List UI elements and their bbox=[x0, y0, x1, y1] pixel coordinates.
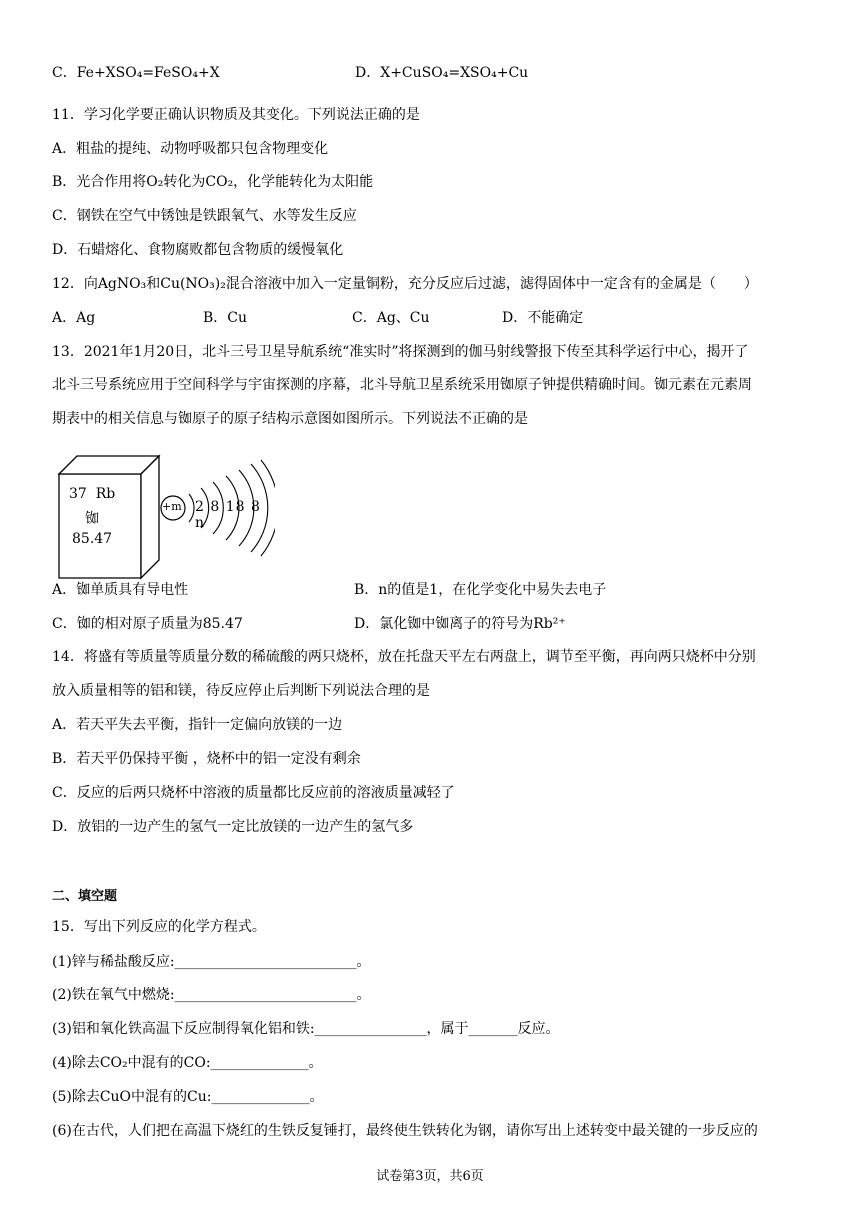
q15-part4: (4)除去CO₂中混有的CO:______________。 bbox=[52, 1055, 323, 1071]
q12-stem: 12．向AgNO₃和Cu(NO₃)₂混合溶液中加入一定量铜粉，充分反应后过滤，滤得固体中一定含有的金属是（ ） bbox=[52, 276, 758, 292]
q13-stem-line3: 期表中的相关信息与铷原子的原子结构示意图如图所示。下列说法不正确的是 bbox=[52, 411, 528, 427]
q15-part1: (1)锌与稀盐酸反应:__________________________。 bbox=[52, 954, 371, 970]
rubidium-figure bbox=[55, 448, 275, 583]
q14-option-d: D．放铝的一边产生的氢气一定比放镁的一边产生的氢气多 bbox=[52, 819, 414, 835]
page-footer: 试卷第3页，共6页 bbox=[376, 1169, 484, 1184]
q15-part5: (5)除去CuO中混有的Cu:______________。 bbox=[52, 1089, 324, 1105]
q12-option-c: C．Ag、Cu bbox=[352, 310, 430, 326]
q11-stem: 11．学习化学要正确认识物质及其变化。下列说法正确的是 bbox=[52, 107, 420, 123]
q15-part6: (6)在古代，人们把在高温下烧红的生铁反复锤打，最终使生铁转化为钢，请你写出上述转变中最关键的一步反应的 bbox=[52, 1123, 758, 1139]
element-name: 铷 bbox=[85, 511, 99, 527]
q14-stem-line1: 14．将盛有等质量等质量分数的稀硫酸的两只烧杯，放在托盘天平左右两盘上，调节至平衡，再向两只烧杯中分别 bbox=[52, 649, 756, 665]
element-number-symbol: 37 Rb bbox=[69, 486, 116, 502]
q11-option-d: D．石蜡熔化、食物腐败都包含物质的缓慢氧化 bbox=[52, 242, 344, 258]
q14-option-b: B．若天平仍保持平衡 ，烧杯中的铝一定没有剩余 bbox=[52, 751, 361, 767]
q12-option-d: D．不能确定 bbox=[502, 310, 584, 326]
q14-stem-line2: 放入质量相等的铝和镁，待反应停止后判断下列说法合理的是 bbox=[52, 683, 430, 699]
q13-option-d: D．氯化铷中铷离子的符号为Rb²⁺ bbox=[354, 616, 566, 632]
section-title: 二、填空题 bbox=[52, 889, 118, 904]
q15-part3-blank: _______反应。 bbox=[468, 1021, 560, 1037]
q14-option-c: C．反应的后两只烧杯中溶液的质量都比反应前的溶液质量减轻了 bbox=[52, 785, 455, 801]
q10-option-d: D．X+CuSO₄=XSO₄+Cu bbox=[355, 65, 529, 81]
shell-arc-1 bbox=[189, 494, 194, 522]
q10-option-c: C．Fe+XSO₄=FeSO₄+X bbox=[52, 65, 220, 81]
q14-option-a: A．若天平失去平衡，指针一定偏向放镁的一边 bbox=[52, 717, 343, 733]
nucleus-charge: +m bbox=[162, 500, 182, 513]
q13-option-c: C．铷的相对原子质量为85.47 bbox=[52, 616, 243, 632]
q15-stem: 15．写出下列反应的化学方程式。 bbox=[52, 919, 266, 935]
q15-part2: (2)铁在氧气中燃烧:__________________________。 bbox=[52, 987, 371, 1003]
q15-part3-text: (3)铝和氧化铁高温下反应制得氧化铝和铁:________________，属于 bbox=[52, 1021, 469, 1037]
q13-option-b: B．n的值是1，在化学变化中易失去电子 bbox=[354, 582, 607, 598]
q12-option-b: B．Cu bbox=[203, 310, 248, 326]
element-cell-side bbox=[141, 456, 159, 578]
element-mass: 85.47 bbox=[72, 531, 113, 547]
q11-option-c: C．钢铁在空气中锈蚀是铁跟氧气、水等发生反应 bbox=[52, 208, 357, 224]
q11-option-a: A．粗盐的提纯、动物呼吸都只包含物理变化 bbox=[52, 141, 329, 157]
q12-option-a: A．Ag bbox=[52, 310, 96, 326]
electron-shells: 2 8 18 8 n bbox=[195, 499, 261, 531]
q15-part3 bbox=[52, 1020, 560, 1038]
q13-option-a: A．铷单质具有导电性 bbox=[52, 582, 189, 598]
q13-stem-line1: 13．2021年1月20日，北斗三号卫星导航系统“准实时”将探测到的伽马射线警报下传至其科学运行中心，揭开了 bbox=[52, 344, 749, 360]
q11-option-b: B．光合作用将O₂转化为CO₂，化学能转化为太阳能 bbox=[52, 174, 374, 190]
q13-stem-line2: 北斗三号系统应用于空间科学与宇宙探测的序幕，北斗导航卫星系统采用铷原子钟提供精确时间。铷元素在元素周 bbox=[52, 377, 752, 393]
